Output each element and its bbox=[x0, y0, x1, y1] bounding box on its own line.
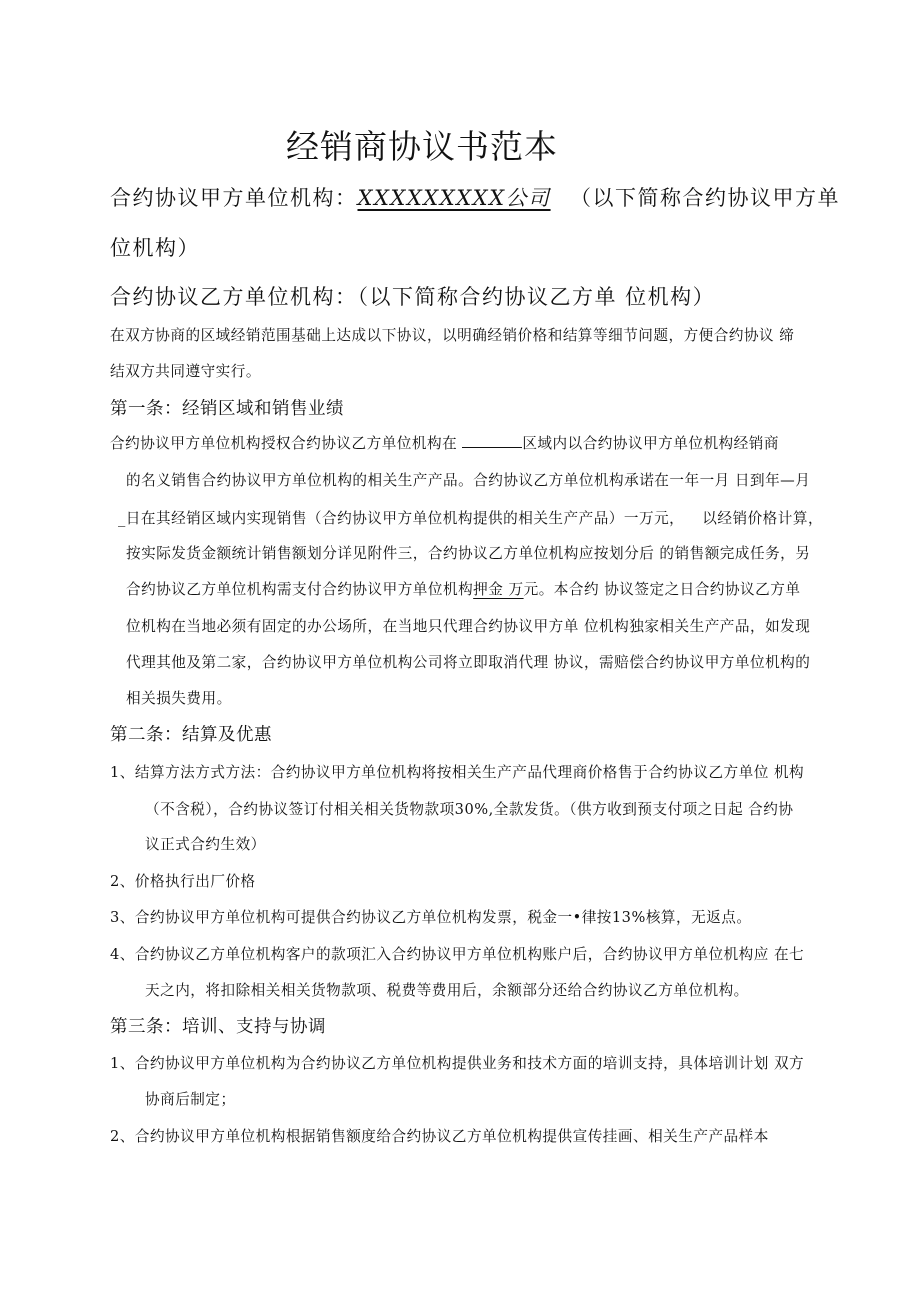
party-a-line bbox=[110, 188, 551, 209]
intro-line: 在双方协商的区域经销范围基础上达成以下协议，以明确经销价格和结算等细节问题，方便合约协议 缔 bbox=[110, 327, 795, 344]
article-1-line: 合约协议甲方单位机构授权合约协议乙方单位机构在 区域内以合约协议甲方单位机构经销商 bbox=[110, 435, 779, 452]
region-blank bbox=[462, 447, 522, 448]
article-3-heading: 第三条：培训、支持与协调 bbox=[110, 1017, 326, 1037]
document-title: 经销商协议书范本 bbox=[286, 127, 558, 166]
party-b-label: 合约协议乙方单位机构： bbox=[110, 285, 358, 309]
party-a-note: （以下简称合约协议甲方单 bbox=[570, 186, 840, 210]
article-2-item-2: 2、价格执行出厂价格 bbox=[110, 873, 256, 890]
article-1-line: 合约协议乙方单位机构需支付合约协议甲方单位机构押金 万元。本合约 协议签定之日合约协议乙方单 bbox=[126, 581, 801, 598]
article-3-item-2: 2、合约协议甲方单位机构根据销售额度给合约协议乙方单位机构提供宣传挂画、相关生产产品样本 bbox=[110, 1128, 769, 1145]
article-1-line: 按实际发货金额统计销售额划分详见附件三，合约协议乙方单位机构应按划分后 的销售额完成任务，另 bbox=[126, 545, 811, 562]
article-1-line: 位机构在当地必须有固定的办公场所，在当地只代理合约协议甲方单 位机构独家相关生产产品，如发现 bbox=[126, 618, 811, 635]
article-3-item-1-cont: 协商后制定； bbox=[145, 1091, 236, 1108]
article-1-line: 代理其他及第二家，合约协议甲方单位机构公司将立即取消代理 协议，需赔偿合约协议甲方单位机构的 bbox=[126, 654, 811, 671]
article-1-line: 的名义销售合约协议甲方单位机构的相关生产产品。合约协议乙方单位机构承诺在一年一月 日到年—月 bbox=[126, 472, 811, 489]
article-3-item-1: 1、合约协议甲方单位机构为合约协议乙方单位机构提供业务和技术方面的培训支持，具体培训计划 双方 bbox=[110, 1055, 805, 1072]
article-2-item-4-cont: 天之内，将扣除相关相关货物款项、税费等费用后，余额部分还给合约协议乙方单位机构。 bbox=[145, 982, 749, 999]
party-a-name: XXXXXXXXX公司 bbox=[357, 186, 551, 210]
article-2-item-3: 3、合约协议甲方单位机构可提供合约协议乙方单位机构发票，税金一•律按13%核算，无返点。 bbox=[110, 909, 752, 926]
article-2-item-1-cont: 议正式合约生效） bbox=[145, 836, 266, 853]
intro-line: 结双方共同遵守实行。 bbox=[110, 363, 261, 380]
article-2-item-4: 4、合约协议乙方单位机构客户的款项汇入合约协议甲方单位机构账户后，合约协议甲方单位机构应 在七 bbox=[110, 946, 805, 963]
article-1-line: _日在其经销区域内实现销售（合约协议甲方单位机构提供的相关生产产品）一万元， 以经销价格计算， bbox=[118, 510, 824, 527]
party-b-line bbox=[110, 287, 715, 308]
article-1-heading: 第一条：经销区域和销售业绩 bbox=[110, 399, 344, 419]
article-2-heading: 第二条：结算及优惠 bbox=[110, 725, 272, 745]
party-b-note: （以下简称合约协议乙方单 位机构） bbox=[357, 285, 716, 309]
article-1-line: 相关损失费用。 bbox=[126, 690, 232, 707]
party-a-label: 合约协议甲方单位机构： bbox=[110, 186, 358, 210]
article-2-item-1: 1、结算方法方式方法：合约协议甲方单位机构将按相关生产产品代理商价格售于合约协议乙方单位 机构 bbox=[110, 764, 805, 781]
deposit-amount: 押金 万 bbox=[473, 581, 524, 598]
party-a-note-continued: 位机构） bbox=[110, 236, 200, 260]
article-2-item-1-cont: （不含税），合约协议签订付相关相关货物款项30%,全款发货。（供方收到预支付项之日起 合约协 bbox=[145, 801, 794, 818]
